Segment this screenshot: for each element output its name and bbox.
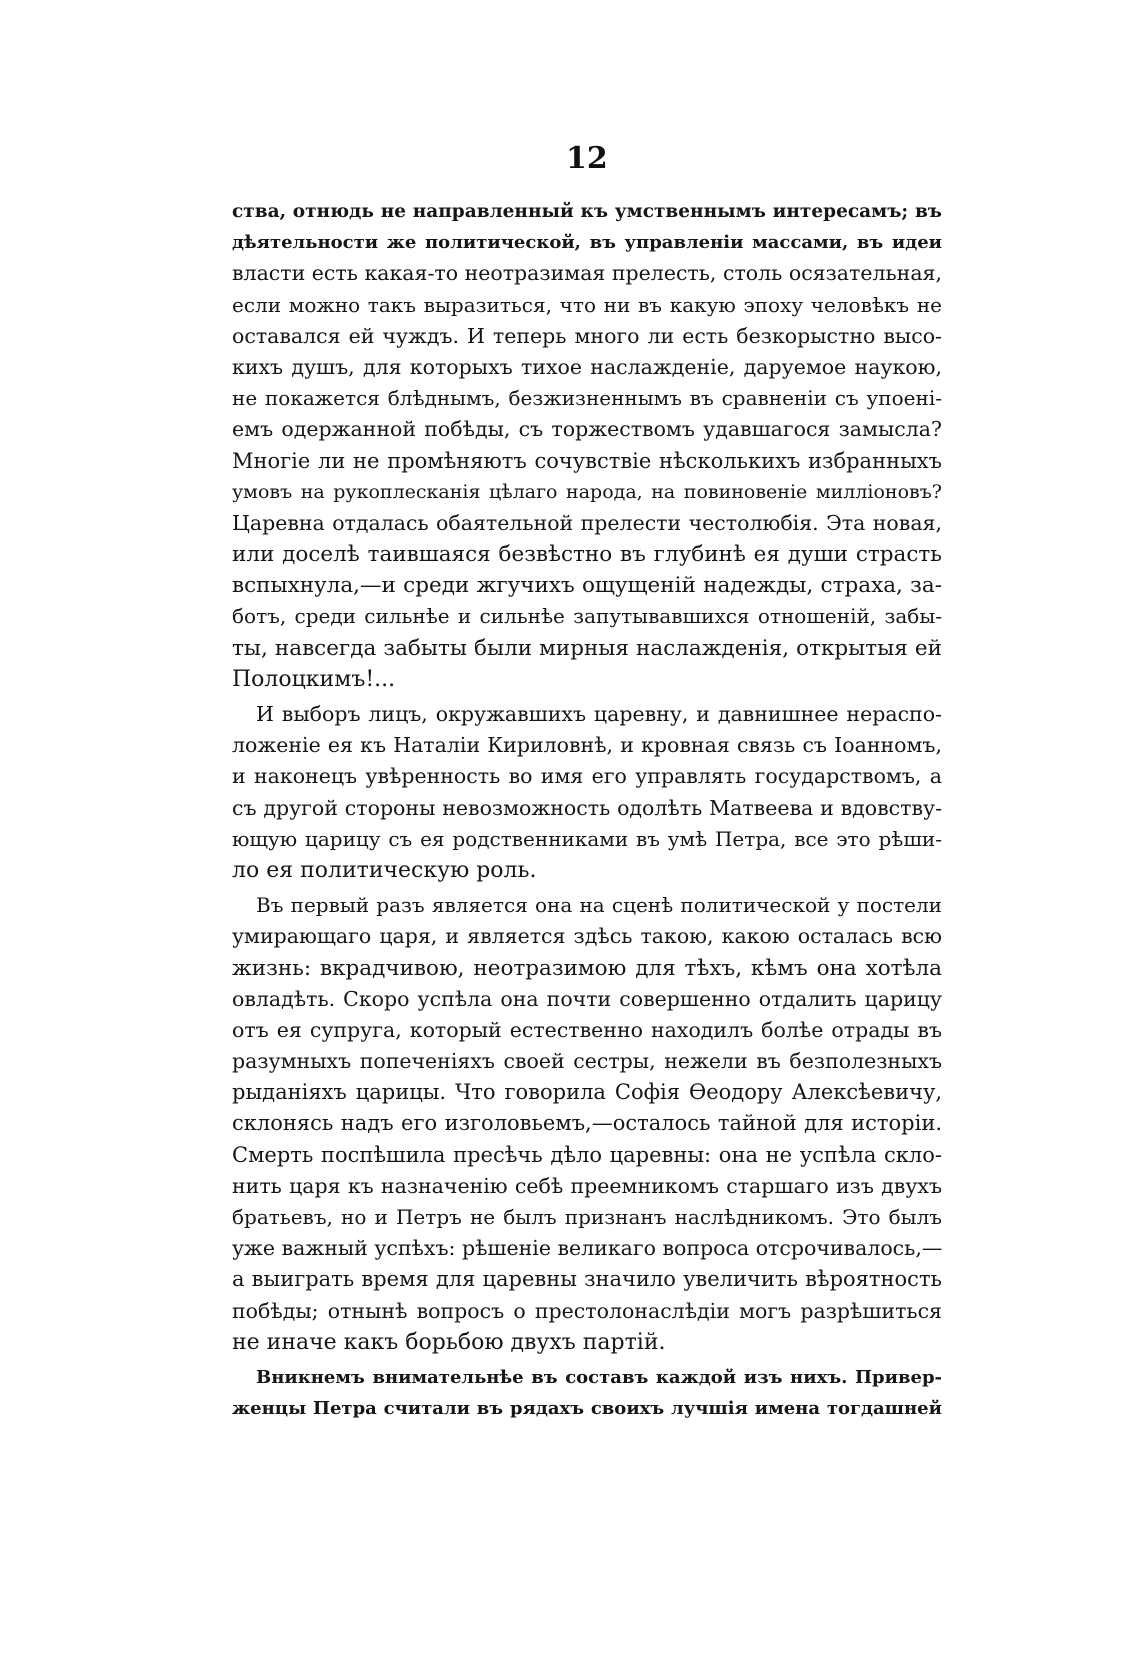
text-line: Многіе ли не промѣняютъ сочувствіе нѣсколькихъ избранныхъ: [232, 448, 942, 473]
text-line: вспыхнула,—и среди жгучихъ ощущеній надежды, страха, за-: [232, 573, 942, 599]
text-line: Въ первый разъ является она на сценѣ политической у постели: [256, 893, 942, 918]
text-line: Смерть поспѣшила пресѣчь дѣло царевны: она не успѣла скло-: [232, 1142, 942, 1167]
text-line: ло ея политическую роль.: [232, 857, 537, 883]
text-line: отъ ея супруга, который естественно находилъ болѣе отрады въ: [232, 1017, 942, 1042]
text-line: оставался ей чуждъ. И теперь много ли есть безкорыстно высо-: [232, 323, 942, 348]
text-line: женцы Петра считали въ рядахъ своихъ лучшія имена тогдашней: [232, 1398, 942, 1420]
text-line: ботъ, среди сильнѣе и сильнѣе запутывавшихся отношеній, забы-: [232, 604, 942, 629]
text-line: съ другой стороны невозможность одолѣть Матвеева и вдовству-: [232, 795, 942, 820]
text-line: не иначе какъ борьбою двухъ партій.: [232, 1329, 666, 1355]
text-line: не покажется блѣднымъ, безжизненнымъ въ сравненіи съ упоені-: [232, 386, 942, 411]
text-line: братьевъ, но и Петръ не былъ признанъ наслѣдникомъ. Это былъ: [232, 1205, 942, 1229]
text-line: нить царя къ назначенію себѣ преемникомъ старшаго изъ двухъ: [232, 1173, 942, 1198]
text-line: и наконецъ увѣренность во имя его управлять государствомъ, а: [232, 764, 942, 789]
body-text: [232, 196, 942, 1424]
text-line: Царевна отдалась обаятельной прелести честолюбія. Эта новая,: [232, 510, 942, 535]
text-line: побѣды; отнынѣ вопросъ о престолонаслѣдіи могъ разрѣшиться: [232, 1298, 942, 1323]
paragraph: [232, 196, 942, 695]
text-line: а выиграть время для царевны значило увеличить вѣроятность: [232, 1267, 942, 1292]
text-line: Полоцкимъ!...: [232, 666, 396, 692]
paragraph: [232, 699, 942, 886]
page-number: 12: [566, 141, 608, 176]
text-line: ложеніе ея къ Наталіи Кириловнѣ, и кровная связь съ Іоанномъ,: [232, 733, 942, 758]
text-line: И выборъ лицъ, окружавшихъ царевну, и давнишнее нераспо-: [256, 702, 942, 726]
text-line: ты, навсегда забыты были мирныя наслажденія, открытыя ей: [232, 635, 942, 661]
text-line: дѣятельности же политической, въ управленіи массами, въ идеи: [232, 232, 942, 254]
text-line: склонясь надъ его изголовьемъ,—осталось тайной для исторіи.: [232, 1111, 942, 1136]
paragraph: [232, 1362, 942, 1424]
text-line: Вникнемъ внимательнѣе въ составъ каждой изъ нихъ. Привер-: [256, 1366, 942, 1388]
text-line: кихъ душъ, для которыхъ тихое наслажденіе, даруемое наукою,: [232, 354, 942, 379]
paragraph: [232, 890, 942, 1358]
text-line: разумныхъ попеченіяхъ своей сестры, нежели въ безполезныхъ: [232, 1049, 942, 1074]
text-line: ства, отнюдь не направленный къ умственнымъ интересамъ; въ: [232, 201, 942, 222]
text-line: если можно такъ выразиться, что ни въ какую эпоху человѣкъ не: [232, 292, 942, 317]
text-line: рыданіяхъ царицы. Что говорила Софія Ѳеодору Алексѣевичу,: [232, 1080, 942, 1105]
text-line: овладѣть. Скоро успѣла она почти совершенно отдалить царицу: [232, 986, 942, 1011]
text-line: ющую царицу съ ея родственниками въ умѣ Петра, все это рѣши-: [232, 826, 942, 851]
text-line: власти есть какая-то неотразимая прелесть, столь осязательная,: [232, 261, 942, 286]
text-line: жизнь: вкрадчивою, неотразимою для тѣхъ, кѣмъ она хотѣла: [232, 955, 942, 981]
text-line: или доселѣ таившаяся безвѣстно въ глубинѣ ея души страсть: [232, 542, 942, 568]
text-line: уже важный успѣхъ: рѣшеніе великаго вопроса отсрочивалось,—: [232, 1236, 942, 1261]
text-line: емъ одержанной побѣды, съ торжествомъ удавшагося замысла?: [232, 417, 942, 442]
text-line: умовъ на рукоплесканія цѣлаго народа, на повиновеніе милліоновъ?: [232, 480, 942, 503]
text-line: умирающаго царя, и является здѣсь такою, какою осталась всю: [232, 924, 942, 949]
